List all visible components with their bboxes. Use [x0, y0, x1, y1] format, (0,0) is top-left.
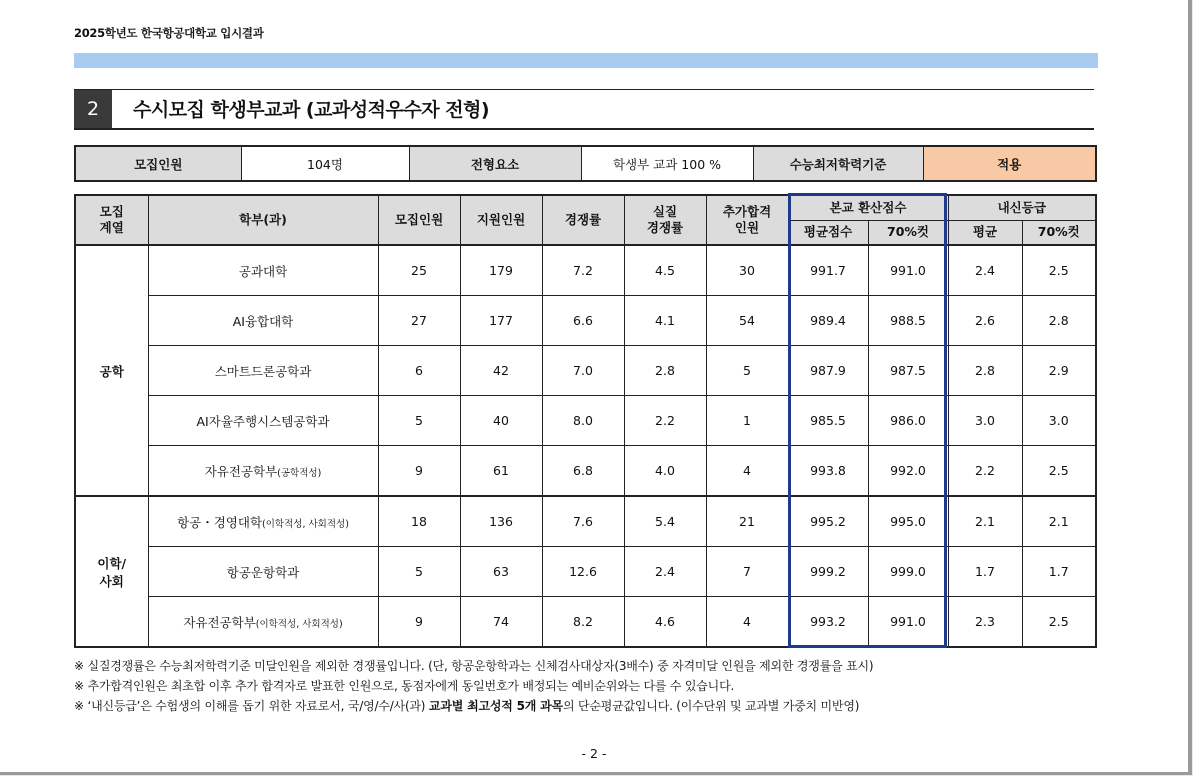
- ratio-cell: 7.0: [542, 346, 624, 396]
- grade-avg-cell: 2.3: [948, 597, 1022, 648]
- grade-70-cell: 3.0: [1022, 396, 1096, 446]
- header-grade-70: 70%컷: [1022, 220, 1096, 245]
- real-ratio-cell: 4.1: [624, 296, 706, 346]
- group-cell: 공학: [75, 245, 148, 496]
- real-ratio-cell: 2.2: [624, 396, 706, 446]
- csat-value: 적용: [923, 146, 1096, 181]
- csat-label: 수능최저학력기준: [753, 146, 923, 181]
- dept-name: 공과대학: [238, 263, 288, 279]
- score-70-cell: 995.0: [868, 496, 948, 547]
- extra-cell: 7: [706, 547, 788, 597]
- real-ratio-cell: 4.5: [624, 245, 706, 296]
- dept-cell: [148, 597, 378, 648]
- real-ratio-cell: 5.4: [624, 496, 706, 547]
- applicants-cell: 136: [460, 496, 542, 547]
- header-ratio: 경쟁률: [542, 195, 624, 245]
- table-row: [75, 396, 1096, 446]
- header-group-text: 모집 계열: [99, 204, 124, 235]
- grade-avg-cell: 2.2: [948, 446, 1022, 497]
- quota-cell: 27: [378, 296, 460, 346]
- extra-cell: 4: [706, 597, 788, 648]
- score-avg-cell: 999.2: [788, 547, 868, 597]
- real-ratio-cell: 2.4: [624, 547, 706, 597]
- grade-avg-cell: 3.0: [948, 396, 1022, 446]
- quota-cell: 5: [378, 396, 460, 446]
- document-header: 2025학년도 한국항공대학교 입시결과: [74, 26, 264, 40]
- dept-name: 자유전공학부: [183, 614, 256, 630]
- dept-name: 스마트드론공학과: [214, 363, 312, 379]
- header-grade-avg: 평균: [948, 220, 1022, 245]
- header-accent-bar: [74, 53, 1098, 68]
- dept-cell: [148, 396, 378, 446]
- grade-avg-cell: 1.7: [948, 547, 1022, 597]
- recruit-label: 모집인원: [75, 146, 241, 181]
- grade-70-cell: 2.5: [1022, 597, 1096, 648]
- applicants-cell: 61: [460, 446, 542, 497]
- extra-cell: 1: [706, 396, 788, 446]
- applicants-cell: 42: [460, 346, 542, 396]
- dept-name: 항공・경영대학: [177, 514, 263, 530]
- dept-note: (공학적성): [277, 467, 322, 479]
- real-ratio-cell: 4.0: [624, 446, 706, 497]
- element-label: 전형요소: [409, 146, 581, 181]
- group-cell: [75, 496, 148, 647]
- real-ratio-cell: 4.6: [624, 597, 706, 648]
- footnote-grade-post: 의 단순평균값입니다. (이수단위 및 교과별 가중치 미반영): [562, 699, 860, 713]
- dept-cell: [148, 296, 378, 346]
- ratio-cell: 7.2: [542, 245, 624, 296]
- header-score-70: 70%컷: [868, 220, 948, 245]
- header-extra: [706, 195, 788, 245]
- score-70-cell: 986.0: [868, 396, 948, 446]
- grade-avg-cell: 2.4: [948, 245, 1022, 296]
- table-row: [75, 446, 1096, 497]
- page-number: - 2 -: [581, 746, 607, 761]
- extra-cell: 4: [706, 446, 788, 497]
- score-70-cell: 987.5: [868, 346, 948, 396]
- applicants-cell: 179: [460, 245, 542, 296]
- quota-cell: 6: [378, 346, 460, 396]
- dept-cell: [148, 446, 378, 497]
- score-70-cell: 988.5: [868, 296, 948, 346]
- dept-name: AI자율주행시스템공학과: [196, 413, 330, 429]
- score-avg-cell: 993.2: [788, 597, 868, 648]
- score-avg-cell: 985.5: [788, 396, 868, 446]
- score-avg-cell: 995.2: [788, 496, 868, 547]
- grade-avg-cell: 2.8: [948, 346, 1022, 396]
- table-row: [75, 496, 1096, 547]
- header-real-ratio-text: 실질 경쟁률: [646, 204, 684, 235]
- dept-note: (이학적성, 사회적성): [255, 618, 343, 630]
- footnote-grade-bold: 교과별 최고성적 5개 과목: [428, 699, 563, 713]
- dept-name: 항공운항학과: [226, 564, 300, 580]
- header-group: [75, 195, 148, 245]
- grade-70-cell: 1.7: [1022, 547, 1096, 597]
- section-rule-bottom: [74, 128, 1094, 130]
- table-row: [75, 597, 1096, 648]
- score-70-cell: 991.0: [868, 245, 948, 296]
- ratio-cell: 8.2: [542, 597, 624, 648]
- header-score: 본교 환산점수: [788, 195, 948, 220]
- header-dept: 학부(과): [148, 195, 378, 245]
- section-title: 수시모집 학생부교과 (교과성적우수자 전형): [133, 99, 490, 121]
- footnote-extra-admit: ※ 추가합격인원은 최초합 이후 추가 합격자로 발표한 인원으로, 동점자에게 동일번호가 배정되는 예비순위와는 다를 수 있습니다.: [74, 679, 735, 693]
- dept-note: (이학적성, 사회적성): [262, 518, 349, 530]
- admission-info-table: [74, 145, 1097, 182]
- grade-70-cell: 2.5: [1022, 446, 1096, 497]
- grade-avg-cell: 2.1: [948, 496, 1022, 547]
- header-applicants: 지원인원: [460, 195, 542, 245]
- quota-cell: 18: [378, 496, 460, 547]
- extra-cell: 21: [706, 496, 788, 547]
- dept-cell: [148, 346, 378, 396]
- footnote-grade-pre: ※ ‘내신등급’은 수험생의 이해를 돕기 위한 자료로서, 국/영/수/사(과): [74, 699, 429, 713]
- table-row: [75, 346, 1096, 396]
- results-table: [74, 194, 1097, 648]
- footnote-grade: [74, 696, 873, 716]
- quota-cell: 5: [378, 547, 460, 597]
- ratio-cell: 8.0: [542, 396, 624, 446]
- grade-70-cell: 2.1: [1022, 496, 1096, 547]
- quota-cell: 9: [378, 597, 460, 648]
- score-70-cell: 992.0: [868, 446, 948, 497]
- ratio-cell: 7.6: [542, 496, 624, 547]
- score-avg-cell: 987.9: [788, 346, 868, 396]
- table-row: [75, 296, 1096, 346]
- score-avg-cell: 989.4: [788, 296, 868, 346]
- score-70-cell: 999.0: [868, 547, 948, 597]
- applicants-cell: 40: [460, 396, 542, 446]
- grade-avg-cell: 2.6: [948, 296, 1022, 346]
- element-value: 학생부 교과 100 %: [581, 146, 753, 181]
- dept-cell: [148, 547, 378, 597]
- score-avg-cell: 991.7: [788, 245, 868, 296]
- header-quota: 모집인원: [378, 195, 460, 245]
- applicants-cell: 63: [460, 547, 542, 597]
- extra-cell: 5: [706, 346, 788, 396]
- applicants-cell: 74: [460, 597, 542, 648]
- section-number: 2: [74, 90, 112, 128]
- score-70-cell: 991.0: [868, 597, 948, 648]
- dept-cell: [148, 245, 378, 296]
- dept-cell: [148, 496, 378, 547]
- grade-70-cell: 2.8: [1022, 296, 1096, 346]
- table-row: [75, 245, 1096, 296]
- grade-70-cell: 2.5: [1022, 245, 1096, 296]
- dept-name: 자유전공학부: [204, 463, 278, 479]
- footnote-real-ratio: ※ 실질경쟁률은 수능최저학력기준 미달인원을 제외한 경쟁률입니다. (단, 항공운항학과는 신체검사대상자(3배수) 중 자격미달 인원을 제외한 경쟁률을 표시): [74, 659, 874, 673]
- applicants-cell: 177: [460, 296, 542, 346]
- table-row: [75, 547, 1096, 597]
- ratio-cell: 6.6: [542, 296, 624, 346]
- ratio-cell: 12.6: [542, 547, 624, 597]
- ratio-cell: 6.8: [542, 446, 624, 497]
- footnotes: [74, 656, 873, 716]
- extra-cell: 54: [706, 296, 788, 346]
- dept-name: AI융합대학: [232, 313, 294, 329]
- extra-cell: 30: [706, 245, 788, 296]
- section-rule-top: [74, 89, 1094, 90]
- header-grade: 내신등급: [948, 195, 1096, 220]
- quota-cell: 9: [378, 446, 460, 497]
- grade-70-cell: 2.9: [1022, 346, 1096, 396]
- header-real-ratio: [624, 195, 706, 245]
- header-score-avg: 평균점수: [788, 220, 868, 245]
- header-extra-text: 추가합격 인원: [722, 204, 772, 235]
- score-avg-cell: 993.8: [788, 446, 868, 497]
- quota-cell: 25: [378, 245, 460, 296]
- group-name: 이학/ 사회: [97, 555, 127, 589]
- recruit-value: 104명: [241, 146, 409, 181]
- real-ratio-cell: 2.8: [624, 346, 706, 396]
